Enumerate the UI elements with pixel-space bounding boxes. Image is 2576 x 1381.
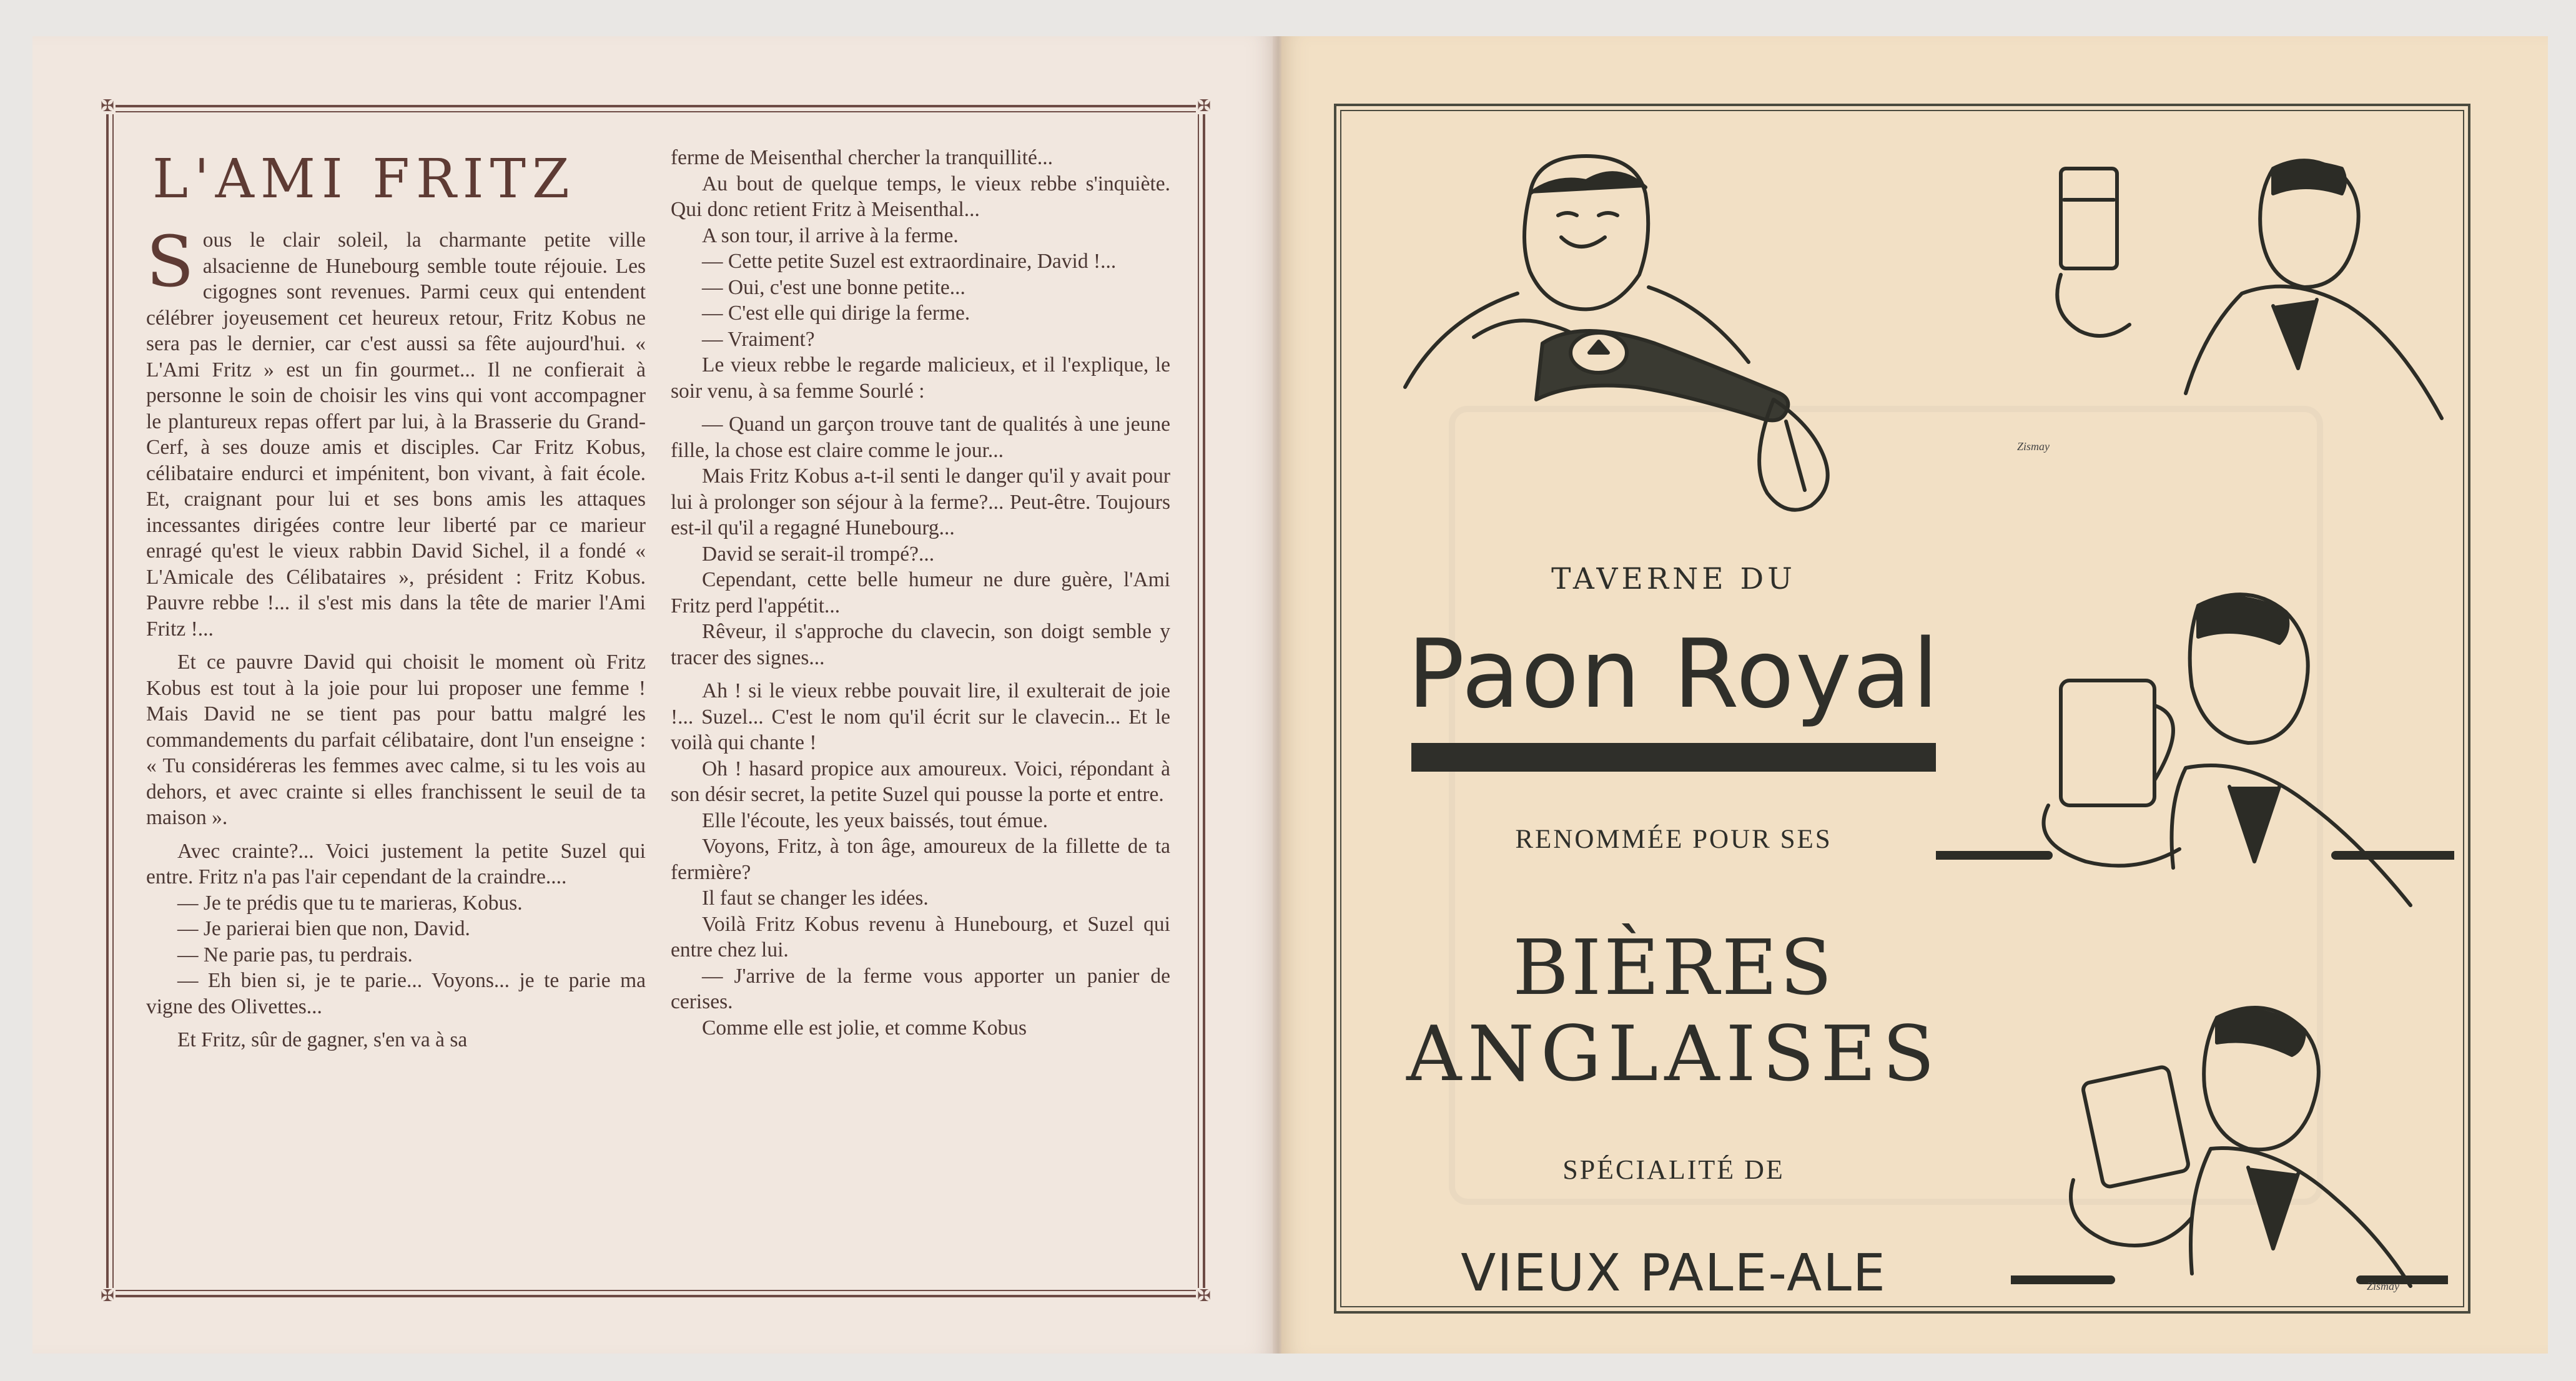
article-paragraph: Il faut se changer les idées. xyxy=(702,887,929,910)
article-paragraph: — Oui, c'est une bonne petite... xyxy=(702,275,965,299)
article-column-left xyxy=(146,145,646,1262)
article-paragraph: — J'arrive de la ferme vous apporter un panier de cerises. xyxy=(671,964,1170,1013)
article-frame xyxy=(101,97,1211,1305)
artist-signature: Zismay xyxy=(2017,440,2050,453)
article-paragraph: — Quand un garçon trouve tant de qualités à une jeune fille, la chose est claire comme le jour... xyxy=(671,413,1170,462)
pouring-man-illustration xyxy=(1374,137,1867,537)
article-paragraph: David se serait-il trompé?... xyxy=(702,542,935,566)
artist-signature: Zismay xyxy=(2367,1280,2400,1292)
article-paragraph: Ah ! si le vieux rebbe pouvait lire, il exulterait de joie !... Suzel... C'est le nom qu'il écrit sur le clavecin... Et le voilà qui chante ! xyxy=(671,679,1170,754)
article-paragraph: — C'est elle qui dirige la ferme. xyxy=(702,302,970,325)
anglaises-heading: ANGLAISES xyxy=(1406,1010,1941,1098)
advert-frame xyxy=(1334,104,2470,1314)
article-paragraph: — Je parierai bien que non, David. xyxy=(177,917,470,940)
article-paragraph: Oh ! hasard propice aux amoureux. Voici, répondant à son désir secret, la petite Suzel qui pousse la porte et entre. xyxy=(671,757,1170,806)
article-column-right xyxy=(671,145,1170,1262)
article-paragraph: Comme elle est jolie, et comme Kobus xyxy=(702,1016,1027,1039)
article-paragraph: Voyons, Fritz, à ton âge, amoureux de la fillette de ta fermière? xyxy=(671,835,1170,884)
tilted-drinker-illustration xyxy=(2011,993,2448,1317)
taverne-label: TAVERNE DU xyxy=(1551,562,1796,596)
article-paragraph: — Vraiment? xyxy=(702,327,815,351)
right-page xyxy=(1281,36,2548,1354)
article-title: L'AMI FRITZ xyxy=(152,148,576,210)
article-paragraph: Au bout de quelque temps, le vieux rebbe s'inquiète. Qui donc retient Fritz à Meisenthal... xyxy=(671,172,1170,221)
article-paragraph: A son tour, il arrive à la ferme. xyxy=(702,224,959,247)
article-paragraph: ferme de Meisenthal chercher la tranquillité... xyxy=(671,146,1054,169)
article-paragraph: Elle l'écoute, les yeux baissés, tout émue. xyxy=(702,808,1048,832)
paon-royal-title: Paon Royal xyxy=(1407,619,1940,729)
corner-ornament-icon: ✠ xyxy=(99,1288,116,1304)
article-paragraph: — Cette petite Suzel est extraordinaire, David !... xyxy=(702,250,1117,273)
article-paragraph: — Ne parie pas, tu perdrais. xyxy=(177,943,413,966)
renommee-label: RENOMMÉE POUR SES xyxy=(1515,825,1832,854)
article-paragraph: — Eh bien si, je te parie... Voyons... je te parie ma vigne des Olivettes... xyxy=(146,969,646,1018)
specialite-label: SPÉCIALITÉ DE xyxy=(1562,1154,1785,1185)
vieux-pale-ale-heading: VIEUX PALE-ALE xyxy=(1461,1244,1887,1303)
article-columns xyxy=(146,145,1170,1262)
title-underline-bar xyxy=(1411,743,1936,772)
article-paragraph: — Je te prédis que tu te marieras, Kobus. xyxy=(177,891,523,915)
article-paragraph: Sous le clair soleil, la charmante petite ville alsacienne de Hunebourg semble toute réjouie. Les cigognes sont revenues. Parmi ceux qui entendent célébrer joyeusement cet heureux retour, Fritz Kobus ne sera pas le dernier, car c'est aussi sa fête aujourd'hui. « L'Ami Fritz » est un fin gourmet... Il ne confierait à personne le soin de choisir les vins qui vont accompagner le plantureux repas offert par lui, à la Brasserie du Grand-Cerf, à ses douze amis et disciples. Car Fritz Kobus, célibataire endurci et impénitent, bon vivant, à fait école. Et, craignant pour lui et ses bons amis les attaques incessantes dirigées contre leur liberté par ce marieur enragé qu'est le vieux rabbin David Sichel, il a fondé « L'Amicale des Célibataires », président : Fritz Kobus. Pauvre rebbe !... il s'est mis dans la tête de marier l'Ami Fritz !... xyxy=(146,222,646,641)
bieres-heading: BIÈRES xyxy=(1513,923,1835,1012)
article-paragraph: Avec crainte?... Voici justement la petite Suzel qui entre. Fritz n'a pas l'air cependant de la craindre.... xyxy=(146,839,646,888)
article-paragraph: Le vieux rebbe le regarde malicieux, et il l'explique, le soir venu, à sa femme Sourlé : xyxy=(671,353,1170,403)
article-paragraph: Et Fritz, sûr de gagner, s'en va à sa xyxy=(177,1028,468,1051)
article-paragraph: Rêveur, il s'approche du clavecin, son doigt semble y tracer des signes... xyxy=(671,620,1170,669)
toasting-man-illustration xyxy=(2011,131,2460,481)
drop-cap: S xyxy=(146,222,194,303)
left-page xyxy=(32,36,1274,1354)
drinking-man-illustration xyxy=(1936,581,2454,930)
article-paragraph: Mais Fritz Kobus a-t-il senti le danger qu'il y avait pour lui à prolonger son séjour à la ferme?... Peut-être. Toujours est-il qu'il a regagné Hunebourg... xyxy=(671,464,1170,539)
corner-ornament-icon: ✠ xyxy=(99,98,116,114)
article-paragraph: Cependant, cette belle humeur ne dure guère, l'Ami Fritz perd l'appétit... xyxy=(671,568,1170,617)
article-paragraph: Et ce pauvre David qui choisit le moment où Fritz Kobus est tout à la joie pour lui proposer une femme ! Mais David ne se tient pas pour battu malgré les commandements du parfait célibataire, dont l'un enseigne : « Tu considéreras les femmes avec calme, si tu les vois au dehors, et avec crainte si elles franchissent le seuil de ta maison ». xyxy=(146,651,646,829)
article-paragraph: Voilà Fritz Kobus revenu à Hunebourg, et Suzel qui entre chez lui. xyxy=(671,912,1170,961)
corner-ornament-icon: ✠ xyxy=(1196,1288,1212,1304)
corner-ornament-icon: ✠ xyxy=(1196,98,1212,114)
